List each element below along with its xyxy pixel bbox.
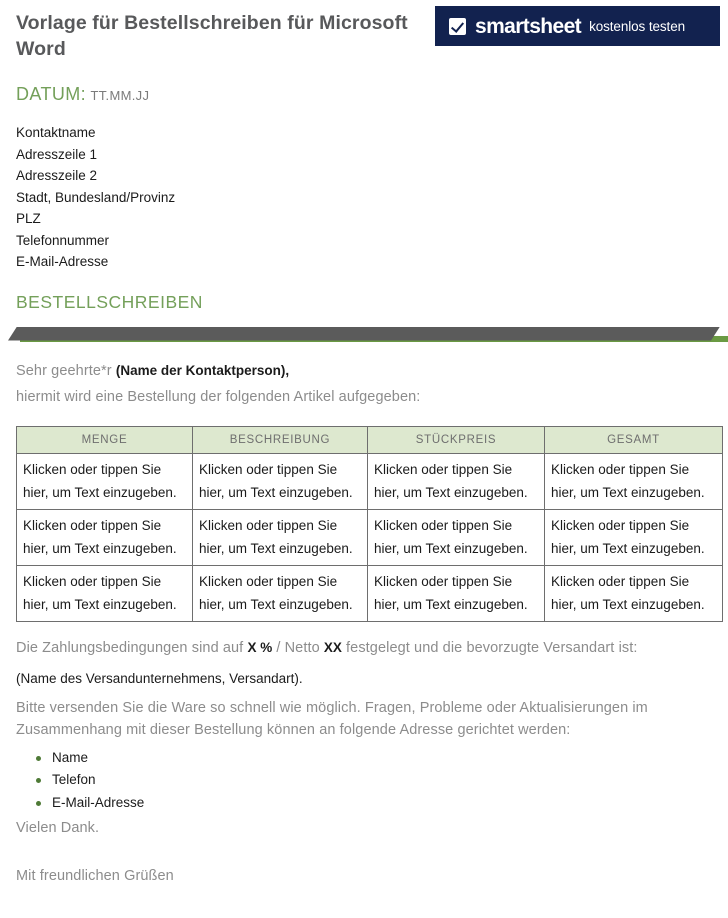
document-header [8, 0, 720, 78]
divider-gray-bar [8, 327, 720, 341]
table-cell[interactable]: Klicken oder tippen Sie hier, um Text einzugeben. [17, 565, 193, 621]
table-cell[interactable]: Klicken oder tippen Sie hier, um Text einzugeben. [193, 509, 368, 565]
address-line[interactable]: PLZ [16, 211, 41, 226]
brand-tagline: kostenlos testen [589, 18, 686, 34]
address-line[interactable]: E-Mail-Adresse [16, 254, 109, 269]
terms-net[interactable]: XX [323, 639, 342, 655]
section-heading: BESTELLSCHREIBEN [16, 291, 203, 312]
salutation-placeholder[interactable]: (Name der Kontaktperson), [115, 362, 290, 378]
table-row [17, 453, 723, 509]
table-row [17, 565, 723, 621]
shipping-placeholder[interactable]: (Name des Versandunternehmens, Versandart). [16, 670, 303, 686]
address-line[interactable]: Kontaktname [16, 125, 96, 140]
payment-terms-line [16, 636, 720, 660]
thanks-line: Vielen Dank. [16, 820, 100, 836]
order-table [16, 426, 723, 622]
instructions-paragraph: Bitte versenden Sie die Ware so schnell wie möglich. Fragen, Probleme oder Aktualisierungen im Zusammenhang mit dieser Bestellung können an folgende Adresse gerichtet werden: [16, 699, 648, 738]
table-cell[interactable]: Klicken oder tippen Sie hier, um Text einzugeben. [17, 509, 193, 565]
column-header-beschreibung: BESCHREIBUNG [193, 426, 368, 453]
list-item[interactable]: E-Mail-Adresse [52, 792, 720, 815]
terms-discount[interactable]: X % [247, 639, 273, 655]
table-cell[interactable]: Klicken oder tippen Sie hier, um Text einzugeben. [193, 453, 368, 509]
table-cell[interactable]: Klicken oder tippen Sie hier, um Text einzugeben. [545, 565, 723, 621]
table-cell[interactable]: Klicken oder tippen Sie hier, um Text einzugeben. [193, 565, 368, 621]
checkbox-checked-icon [449, 18, 466, 35]
table-cell[interactable]: Klicken oder tippen Sie hier, um Text einzugeben. [368, 509, 545, 565]
list-item[interactable]: Telefon [52, 769, 720, 792]
smartsheet-banner[interactable] [435, 6, 720, 46]
date-row [16, 78, 720, 110]
column-header-gesamt: GESAMT [545, 426, 723, 453]
list-item[interactable]: Name [52, 747, 720, 770]
date-value[interactable]: TT.MM.JJ [90, 88, 150, 103]
address-block [16, 122, 720, 273]
table-cell[interactable]: Klicken oder tippen Sie hier, um Text einzugeben. [545, 509, 723, 565]
column-header-stueckpreis: STÜCKPREIS [368, 426, 545, 453]
intro-line: hiermit wird eine Bestellung der folgenden Artikel aufgegeben: [16, 388, 421, 405]
table-cell[interactable]: Klicken oder tippen Sie hier, um Text einzugeben. [368, 453, 545, 509]
contact-list [8, 747, 720, 815]
address-line[interactable]: Telefonnummer [16, 232, 110, 248]
section-divider [8, 324, 720, 350]
address-line[interactable]: Adresszeile 2 [16, 168, 98, 183]
closing-line: Mit freundlichen Grüßen [16, 868, 174, 884]
table-cell[interactable]: Klicken oder tippen Sie hier, um Text einzugeben. [17, 453, 193, 509]
date-label: DATUM: [16, 84, 87, 104]
table-row [17, 509, 723, 565]
salutation-prefix: Sehr geehrte*r [16, 362, 116, 379]
address-line[interactable]: Adresszeile 1 [16, 146, 98, 162]
brand-name: smartsheet [475, 14, 582, 38]
table-cell[interactable]: Klicken oder tippen Sie hier, um Text einzugeben. [368, 565, 545, 621]
table-cell[interactable]: Klicken oder tippen Sie hier, um Text einzugeben. [545, 453, 723, 509]
table-header-row [17, 426, 723, 453]
address-line[interactable]: Stadt, Bundesland/Provinz [16, 189, 176, 205]
column-header-menge: MENGE [17, 426, 193, 453]
terms-part1: Die Zahlungsbedingungen sind auf [16, 639, 248, 656]
terms-part2: / Netto [272, 639, 324, 656]
salutation-line [16, 359, 720, 383]
terms-part3: festgelegt und die bevorzugte Versandart ist: [341, 639, 638, 656]
page-title: Vorlage für Bestellschreiben für Microsoft Word [16, 12, 408, 60]
